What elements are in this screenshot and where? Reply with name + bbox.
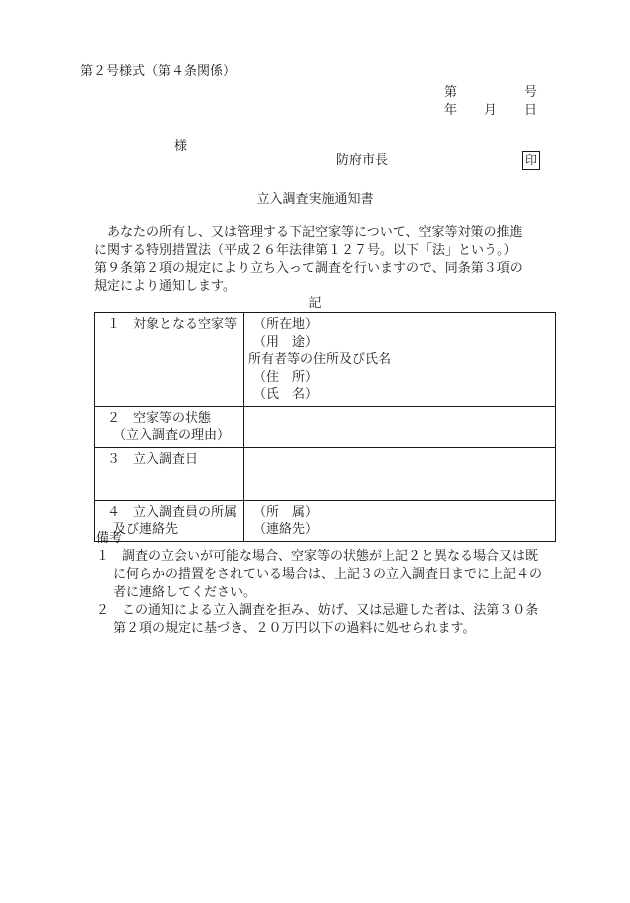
addressee-suffix: 様 <box>174 139 188 154</box>
remark-line: ２ この通知による立入調査を拒み、妨げ、又は忌避した者は、法第３０条 <box>96 603 539 618</box>
form-number: 第２号様式（第４条関係） <box>80 64 237 79</box>
item-value-line: （用 途） <box>253 334 319 350</box>
body-line: 第９条第２項の規定により立ち入って調査を行いますので、同条第３項の <box>94 261 523 276</box>
remark-item-2 <box>96 602 566 638</box>
table-row <box>95 406 556 447</box>
item-label-target <box>95 313 244 407</box>
seal-mark: 印 <box>522 151 540 170</box>
date-month: 月 <box>484 103 498 118</box>
remark-line: に何らかの措置をされている場合は、上記３の立入調査日までに上記４の <box>113 567 543 582</box>
item-value-date <box>244 447 556 500</box>
survey-details-table <box>94 312 556 542</box>
table-row <box>95 500 556 541</box>
item-value-line: （氏 名） <box>253 387 319 402</box>
item-value-line: （連絡先） <box>253 522 319 537</box>
item-label-line: １ 対象となる空家等 <box>107 317 238 332</box>
item-label-line: ４ 立入調査員の所属 <box>107 504 238 520</box>
remarks-heading: 備考 <box>96 531 123 546</box>
remark-item-1 <box>96 548 566 602</box>
item-value-target <box>244 313 556 407</box>
item-value-line: （所 属） <box>253 504 319 520</box>
date-day: 日 <box>524 103 538 118</box>
table-row <box>95 447 556 500</box>
document-number-prefix: 第 <box>444 85 458 100</box>
body-line: あなたの所有し、又は管理する下記空家等について、空家等対策の推進 <box>94 225 523 240</box>
item-label-line: ２ 空家等の状態 <box>107 410 212 426</box>
body-line: に関する特別措置法（平成２６年法律第１２７号。以下「法」という。） <box>94 243 517 258</box>
ki-heading: 記 <box>308 296 322 311</box>
body-paragraph <box>94 224 564 296</box>
document-number-suffix: 号 <box>524 85 538 100</box>
item-value-status <box>244 406 556 447</box>
table-row <box>95 313 556 407</box>
item-label-line: （立入調査の理由） <box>113 428 231 443</box>
item-value-surveyor <box>244 500 556 541</box>
item-label-status <box>95 406 244 447</box>
document-title: 立入調査実施通知書 <box>256 192 374 207</box>
issuer-name: 防府市長 <box>336 153 389 168</box>
item-value-line: （住 所） <box>253 369 319 385</box>
remark-line: 第２項の規定に基づき、２０万円以下の過料に処せられます。 <box>113 621 476 636</box>
date-year: 年 <box>444 103 458 118</box>
remark-line: 者に連絡してください。 <box>113 585 257 600</box>
item-value-line: 所有者等の住所及び氏名 <box>248 352 392 367</box>
item-label-line: 及び連絡先 <box>113 522 179 537</box>
body-line: 規定により通知します。 <box>94 279 236 294</box>
item-value-line: （所在地） <box>253 317 319 332</box>
item-label-line: ３ 立入調査日 <box>107 451 199 467</box>
remark-line: １ 調査の立会いが可能な場合、空家等の状態が上記２と異なる場合又は既 <box>96 549 539 564</box>
item-label-date <box>95 447 244 500</box>
